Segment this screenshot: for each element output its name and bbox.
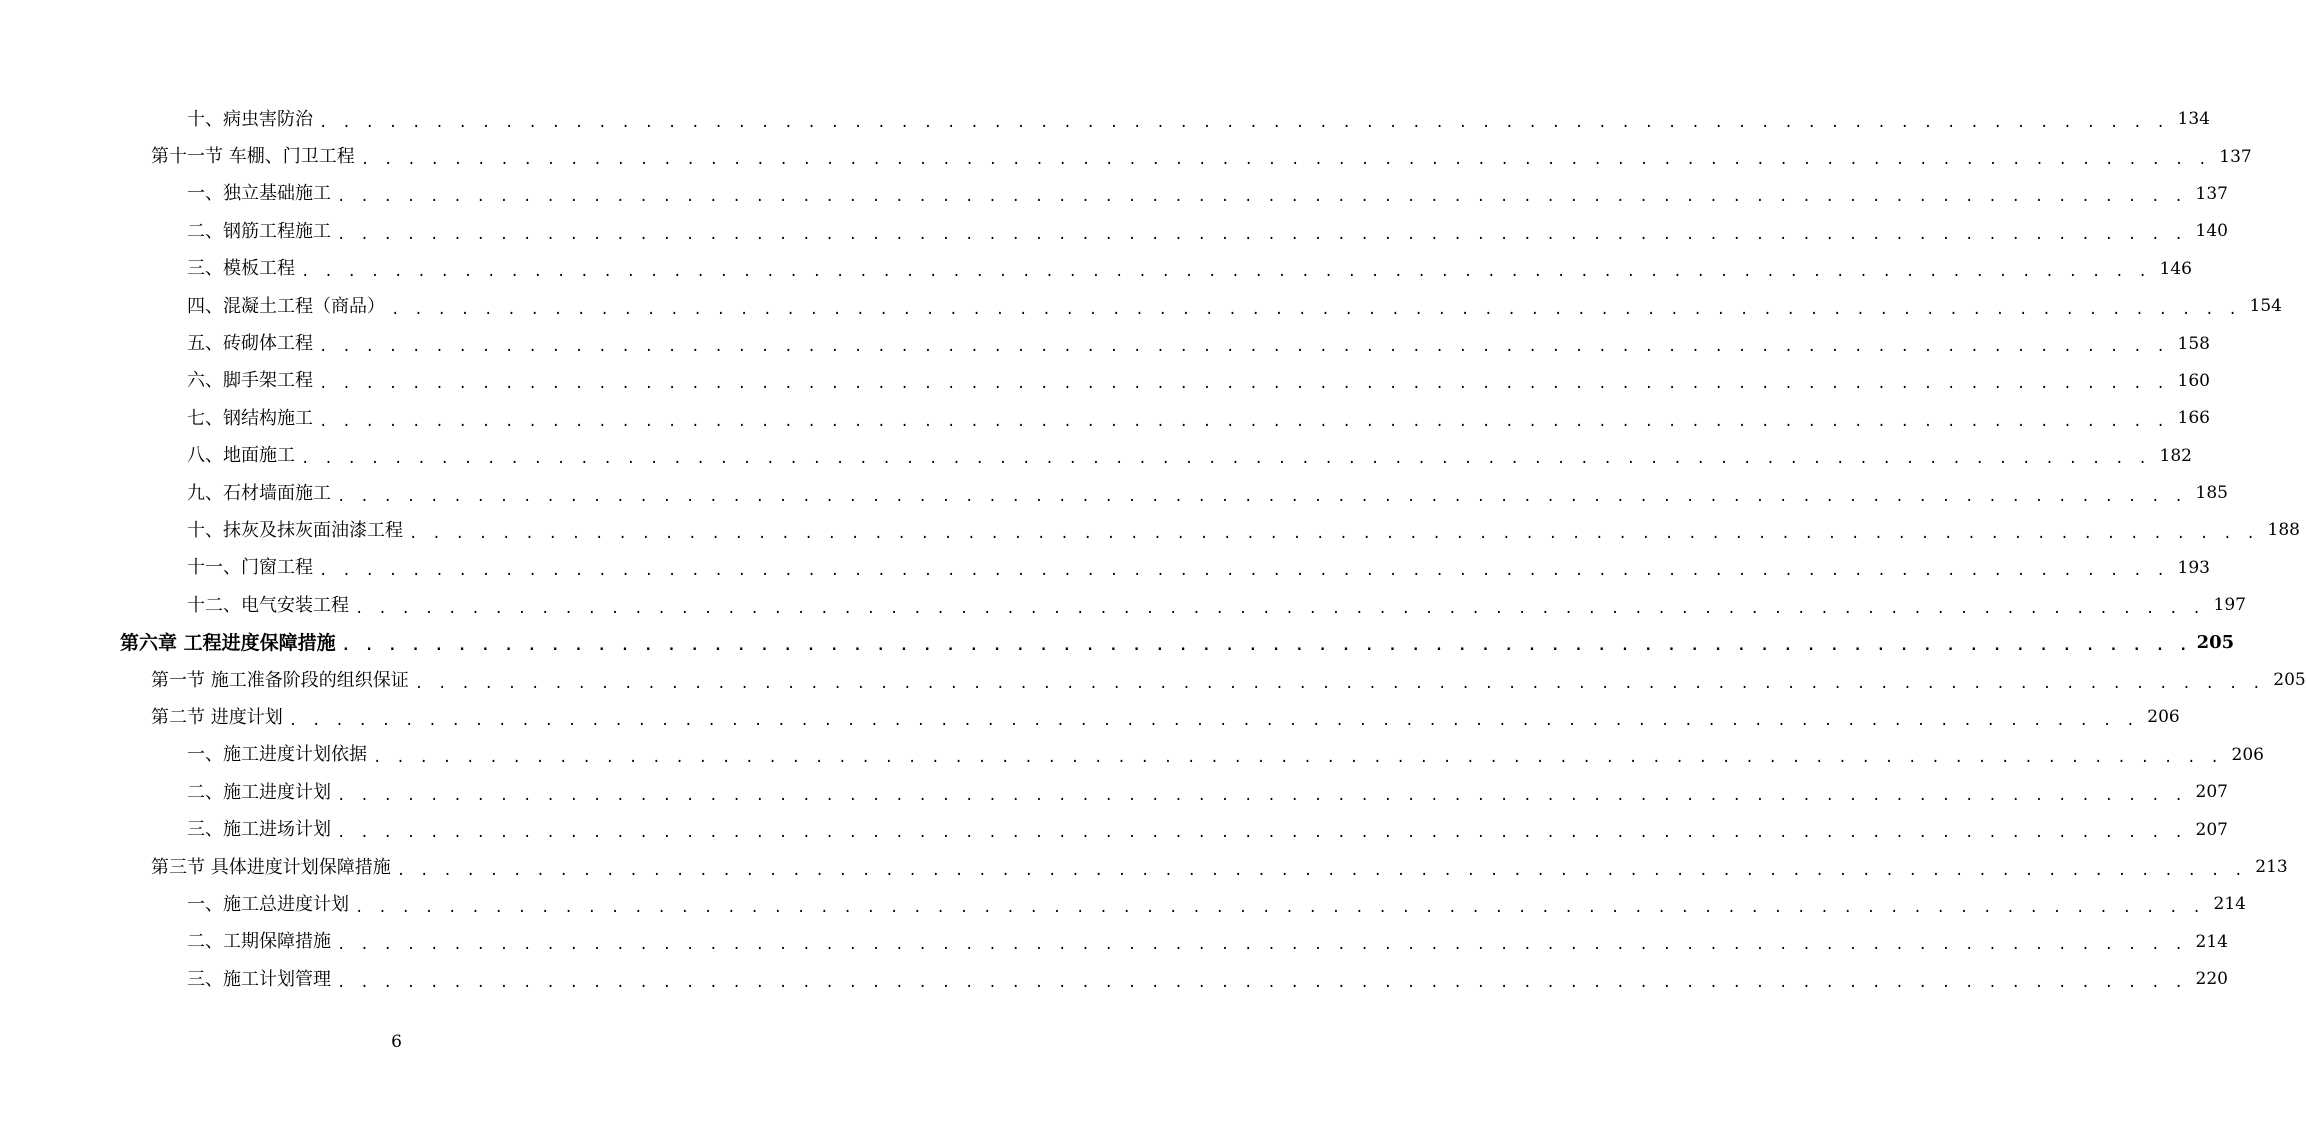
toc-entry-title: 十一、门窗工程 (187, 557, 313, 579)
page-number-footer: 6 (391, 1032, 402, 1052)
toc-entry-title: 十、病虫害防治 (187, 108, 313, 130)
toc-subsection-entry[interactable] (0, 512, 2300, 549)
toc-entry-title: 三、施工进场计划 (187, 819, 331, 841)
toc-entry-title: 三、施工计划管理 (187, 968, 331, 990)
toc-entry-title: 一、独立基础施工 (187, 183, 331, 205)
toc-dot-leader: . . . . . . . . . . . . . . . . . . . . . . . . . . . . . . . . . . . . . . . . . . . . . . . . . . . . . . . . . . . . . . . . . . . . . . . . . . . . . . . . (373, 750, 2222, 767)
toc-section-entry[interactable] (0, 138, 2252, 175)
toc-entry-title: 二、施工进度计划 (187, 781, 331, 803)
toc-subsection-entry[interactable] (0, 737, 2264, 774)
toc-entry-title: 第十一节 车棚、门卫工程 (151, 146, 355, 168)
toc-entry-page-number: 160 (2177, 370, 2210, 391)
toc-subsection-entry[interactable] (0, 438, 2192, 475)
toc-entry-title: 二、工期保障措施 (187, 931, 331, 953)
toc-entry-title: 五、砖砌体工程 (187, 333, 313, 355)
toc-chapter-entry[interactable] (0, 624, 2235, 661)
toc-entry-page-number: 140 (2195, 221, 2228, 242)
toc-dot-leader: . . . . . . . . . . . . . . . . . . . . . . . . . . . . . . . . . . . . . . . . . . . . . . . . . . . . . . . . . . . . . . . . . . . . . . . . . . . . . . . . (355, 600, 2204, 617)
toc-entry-page-number: 134 (2177, 109, 2210, 130)
toc-subsection-entry[interactable] (0, 101, 2210, 138)
toc-entry-page-number: 182 (2159, 445, 2192, 466)
toc-entry-page-number: 166 (2177, 408, 2210, 429)
toc-entry-page-number: 207 (2195, 782, 2228, 803)
toc-entry-title: 八、地面施工 (187, 445, 295, 467)
toc-subsection-entry[interactable] (0, 176, 2228, 213)
toc-dot-leader: . . . . . . . . . . . . . . . . . . . . . . . . . . . . . . . . . . . . . . . . . . . . . . . . . . . . . . . . . . . . . . . . . . . . . . . . . . . . . . . . (409, 525, 2258, 542)
toc-entry-title: 三、模板工程 (187, 258, 295, 280)
toc-entry-page-number: 185 (2195, 483, 2228, 504)
toc-entry-title: 十、抹灰及抹灰面油漆工程 (187, 519, 403, 541)
toc-dot-leader: . . . . . . . . . . . . . . . . . . . . . . . . . . . . . . . . . . . . . . . . . . . . . . . . . . . . . . . . . . . . . . . . . . . . . . . . . . . . . . . . (337, 787, 2186, 804)
toc-entry-title: 九、石材墙面施工 (187, 482, 331, 504)
toc-entry-page-number: 205 (2273, 670, 2306, 691)
toc-subsection-entry[interactable] (0, 213, 2228, 250)
toc-section-entry[interactable] (0, 849, 2288, 886)
toc-subsection-entry[interactable] (0, 251, 2192, 288)
toc-dot-leader: . . . . . . . . . . . . . . . . . . . . . . . . . . . . . . . . . . . . . . . . . . . . . . . . . . . . . . . . . . . . . . . . . . . . . . . . . . . . . . . . (319, 114, 2168, 131)
toc-entry-page-number: 214 (2195, 931, 2228, 952)
toc-subsection-entry[interactable] (0, 811, 2228, 848)
toc-entry-page-number: 205 (2196, 632, 2235, 654)
toc-entry-title: 七、钢结构施工 (187, 407, 313, 429)
toc-entry-page-number: 214 (2213, 894, 2246, 915)
toc-entry-title: 第三节 具体进度计划保障措施 (151, 856, 391, 878)
toc-dot-leader: . . . . . . . . . . . . . . . . . . . . . . . . . . . . . . . . . . . . . . . . . . . . . . . . . . . . . . . . . . . . . . . . . . . . . . . . . . . . . . . . (319, 339, 2168, 356)
toc-dot-leader: . . . . . . . . . . . . . . . . . . . . . . . . . . . . . . . . . . . . . . . . . . . . . . . . . . . . . . . . . . . . . . . . . . . . . . . . . . . . . . . . (301, 451, 2150, 468)
toc-entry-page-number: 206 (2231, 744, 2264, 765)
toc-entry-title: 第二节 进度计划 (151, 706, 283, 728)
toc-subsection-entry[interactable] (0, 774, 2228, 811)
toc-subsection-entry[interactable] (0, 587, 2246, 624)
toc-dot-leader: . . . . . . . . . . . . . . . . . . . . . . . . . . . . . . . . . . . . . . . . . . . . . . . . . . . . . . . . . . . . . . . . . . . . . . . . . . . . . . . . (341, 638, 2191, 655)
toc-entry-page-number: 137 (2219, 146, 2252, 167)
toc-dot-leader: . . . . . . . . . . . . . . . . . . . . . . . . . . . . . . . . . . . . . . . . . . . . . . . . . . . . . . . . . . . . . . . . . . . . . . . . . . . . . . . . (337, 825, 2186, 842)
toc-section-entry[interactable] (0, 662, 2306, 699)
toc-entry-page-number: 146 (2159, 258, 2192, 279)
toc-subsection-entry[interactable] (0, 288, 2282, 325)
toc-entry-page-number: 193 (2177, 557, 2210, 578)
toc-subsection-entry[interactable] (0, 475, 2228, 512)
toc-dot-leader: . . . . . . . . . . . . . . . . . . . . . . . . . . . . . . . . . . . . . . . . . . . . . . . . . . . . . . . . . . . . . . . . . . . . . . . . . . . . . . . . (319, 376, 2168, 393)
toc-dot-leader: . . . . . . . . . . . . . . . . . . . . . . . . . . . . . . . . . . . . . . . . . . . . . . . . . . . . . . . . . . . . . . . . . . . . . . . . . . . . . . . . (355, 899, 2204, 916)
toc-entry-page-number: 188 (2267, 520, 2300, 541)
toc-dot-leader: . . . . . . . . . . . . . . . . . . . . . . . . . . . . . . . . . . . . . . . . . . . . . . . . . . . . . . . . . . . . . . . . . . . . . . . . . . . . . . . . (337, 189, 2186, 206)
toc-dot-leader: . . . . . . . . . . . . . . . . . . . . . . . . . . . . . . . . . . . . . . . . . . . . . . . . . . . . . . . . . . . . . . . . . . . . . . . . . . . . . . . . (337, 226, 2186, 243)
toc-entry-title: 第六章 工程进度保障措施 (120, 631, 336, 654)
toc-dot-leader: . . . . . . . . . . . . . . . . . . . . . . . . . . . . . . . . . . . . . . . . . . . . . . . . . . . . . . . . . . . . . . . . . . . . . . . . . . . . . . . . (337, 974, 2186, 991)
toc-entry-page-number: 197 (2213, 595, 2246, 616)
toc-entry-page-number: 207 (2195, 819, 2228, 840)
toc-dot-leader: . . . . . . . . . . . . . . . . . . . . . . . . . . . . . . . . . . . . . . . . . . . . . . . . . . . . . . . . . . . . . . . . . . . . . . . . . . . . . . . . (301, 264, 2150, 281)
toc-dot-leader: . . . . . . . . . . . . . . . . . . . . . . . . . . . . . . . . . . . . . . . . . . . . . . . . . . . . . . . . . . . . . . . . . . . . . . . . . . . . . . . . (337, 488, 2186, 505)
toc-subsection-entry[interactable] (0, 325, 2210, 362)
toc-dot-leader: . . . . . . . . . . . . . . . . . . . . . . . . . . . . . . . . . . . . . . . . . . . . . . . . . . . . . . . . . . . . . . . . . . . . . . . . . . . . . . . . (414, 675, 2264, 692)
table-of-contents (0, 101, 2306, 998)
toc-entry-title: 六、脚手架工程 (187, 370, 313, 392)
toc-entry-title: 二、钢筋工程施工 (187, 220, 331, 242)
toc-entry-page-number: 158 (2177, 333, 2210, 354)
toc-entry-page-number: 154 (2249, 296, 2282, 317)
toc-entry-title: 四、混凝土工程（商品） (187, 295, 385, 317)
toc-entry-title: 一、施工进度计划依据 (187, 744, 367, 766)
toc-entry-title: 一、施工总进度计划 (187, 893, 349, 915)
toc-subsection-entry[interactable] (0, 886, 2246, 923)
toc-subsection-entry[interactable] (0, 400, 2210, 437)
toc-dot-leader: . . . . . . . . . . . . . . . . . . . . . . . . . . . . . . . . . . . . . . . . . . . . . . . . . . . . . . . . . . . . . . . . . . . . . . . . . . . . . . . . (360, 152, 2210, 169)
toc-entry-title: 第一节 施工准备阶段的组织保证 (151, 669, 409, 691)
toc-dot-leader: . . . . . . . . . . . . . . . . . . . . . . . . . . . . . . . . . . . . . . . . . . . . . . . . . . . . . . . . . . . . . . . . . . . . . . . . . . . . . . . . (319, 563, 2168, 580)
toc-subsection-entry[interactable] (0, 550, 2210, 587)
toc-entry-page-number: 213 (2255, 857, 2288, 877)
toc-dot-leader: . . . . . . . . . . . . . . . . . . . . . . . . . . . . . . . . . . . . . . . . . . . . . . . . . . . . . . . . . . . . . . . . . . . . . . . . . . . . . . . . (319, 413, 2168, 430)
toc-subsection-entry[interactable] (0, 961, 2228, 998)
toc-entry-title: 十二、电气安装工程 (187, 594, 349, 616)
toc-entry-page-number: 137 (2195, 183, 2228, 204)
toc-section-entry[interactable] (0, 699, 2180, 736)
toc-dot-leader: . . . . . . . . . . . . . . . . . . . . . . . . . . . . . . . . . . . . . . . . . . . . . . . . . . . . . . . . . . . . . . . . . . . . . . . . . . . . . . . . (288, 712, 2138, 729)
toc-entry-page-number: 206 (2147, 707, 2180, 728)
toc-dot-leader: . . . . . . . . . . . . . . . . . . . . . . . . . . . . . . . . . . . . . . . . . . . . . . . . . . . . . . . . . . . . . . . . . . . . . . . . . . . . . . . . (391, 301, 2240, 318)
toc-entry-page-number: 220 (2195, 969, 2228, 990)
toc-subsection-entry[interactable] (0, 924, 2228, 961)
toc-subsection-entry[interactable] (0, 363, 2210, 400)
toc-dot-leader: . . . . . . . . . . . . . . . . . . . . . . . . . . . . . . . . . . . . . . . . . . . . . . . . . . . . . . . . . . . . . . . . . . . . . . . . . . . . . . . . (396, 862, 2246, 879)
toc-dot-leader: . . . . . . . . . . . . . . . . . . . . . . . . . . . . . . . . . . . . . . . . . . . . . . . . . . . . . . . . . . . . . . . . . . . . . . . . . . . . . . . . (337, 937, 2186, 954)
